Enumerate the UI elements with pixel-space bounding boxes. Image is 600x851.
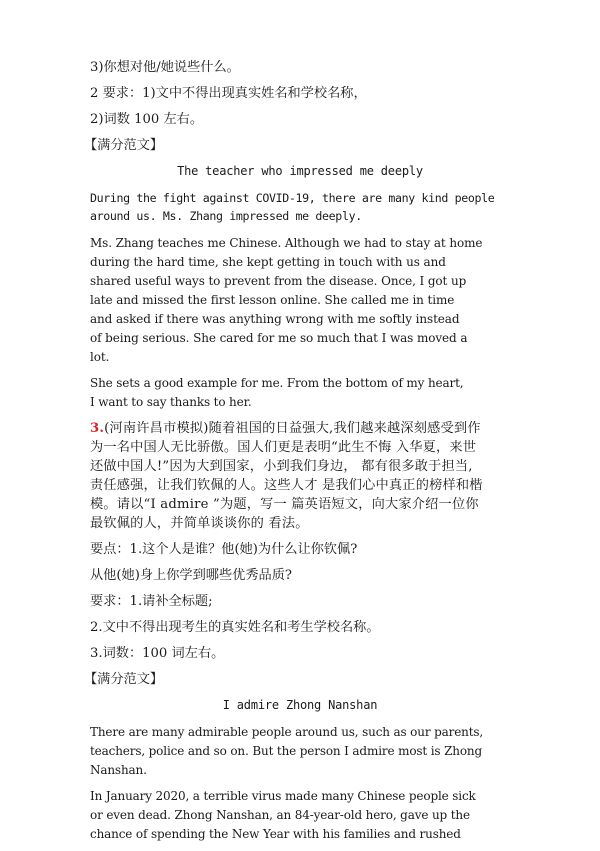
- paragraph-line: around us. Ms. Zhang impressed me deeply.: [90, 209, 362, 223]
- requirement-1: 2 要求：1)文中不得出现真实姓名和学校名称，: [90, 86, 367, 101]
- paragraph-line: There are many admirable people around us, such as our parents,: [90, 725, 484, 739]
- question-3-prompt: [90, 419, 510, 533]
- essay-1-paragraph-1: [90, 189, 510, 225]
- model-essay-header-2: 【满分范文】: [84, 672, 164, 687]
- prompt-line: 还做中国人!”因为大到国家，小到我们身边， 都有很多敢于担当,: [90, 459, 473, 474]
- paragraph-line: lot.: [90, 350, 110, 364]
- key-points-2: 从他(她)身上你学到哪些优秀品质?: [90, 568, 292, 583]
- paragraph-line: during the hard time, she kept getting in touch with us and: [90, 255, 446, 269]
- prompt-text: (河南许昌市模拟)随着祖国的日益强大,我们越来越深刻感受到作: [104, 421, 481, 436]
- essay-2-title: I admire Zhong Nanshan: [222, 698, 378, 712]
- paragraph-line: chance of spending the New Year with his families and rushed: [90, 827, 461, 841]
- question-number: 3.: [90, 421, 105, 436]
- paragraph-line: late and missed the first lesson online. She called me in time: [90, 293, 455, 307]
- essay-1-title: The teacher who impressed me deeply: [177, 164, 423, 178]
- prompt-item-3: 3)你想对他/她说些什么。: [90, 60, 240, 75]
- paragraph-line: and asked if there was anything wrong with me softly instead: [90, 312, 460, 326]
- q3-requirement-2: 2.文中不得出现考生的真实姓名和考生学校名称。: [90, 620, 380, 635]
- prompt-line: 最钦佩的人，并简单谈谈你的 看法。: [90, 516, 309, 531]
- model-essay-header: 【满分范文】: [84, 138, 164, 153]
- prompt-line: 责任感强，让我们钦佩的人。这些人才 是我们心中真正的榜样和楷: [90, 478, 483, 493]
- paragraph-line: Ms. Zhang teaches me Chinese. Although we had to stay at home: [90, 236, 483, 250]
- paragraph-line: I want to say thanks to her.: [90, 395, 252, 409]
- essay-2-paragraph-1: [90, 723, 510, 780]
- prompt-line: 为一名中国人无比骄傲。国人们更是表明“此生不悔 入华夏，来世: [90, 440, 477, 455]
- paragraph-line: In January 2020, a terrible virus made many Chinese people sick: [90, 789, 476, 803]
- paragraph-line: or even dead. Zhong Nanshan, an 84-year-old hero, gave up the: [90, 808, 470, 822]
- paragraph-line: of being serious. She cared for me so much that I was moved a: [90, 331, 468, 345]
- q3-requirement-1: 要求：1.请补全标题;: [90, 594, 213, 609]
- q3-requirement-3: 3.词数：100 词左右。: [90, 646, 225, 661]
- requirement-2: 2)词数 100 左右。: [90, 112, 204, 127]
- essay-1-paragraph-2: [90, 234, 510, 367]
- prompt-line: [90, 419, 510, 438]
- paragraph-line: During the fight against COVID-19, there are many kind people: [90, 191, 495, 205]
- essay-1-paragraph-3: [90, 374, 510, 412]
- prompt-line: 模。请以“I admire ”为题，写一 篇英语短文，向大家介绍一位你: [90, 497, 479, 512]
- document-page: [84, 58, 510, 851]
- paragraph-line: shared useful ways to prevent from the disease. Once, I got up: [90, 274, 467, 288]
- paragraph-line: She sets a good example for me. From the bottom of my heart,: [90, 376, 464, 390]
- essay-2-paragraph-2: [90, 787, 510, 844]
- key-points-1: 要点：1.这个人是谁？他(她)为什么让你钦佩?: [90, 542, 358, 557]
- paragraph-line: Nanshan.: [90, 763, 147, 777]
- paragraph-line: teachers, police and so on. But the person I admire most is Zhong: [90, 744, 483, 758]
